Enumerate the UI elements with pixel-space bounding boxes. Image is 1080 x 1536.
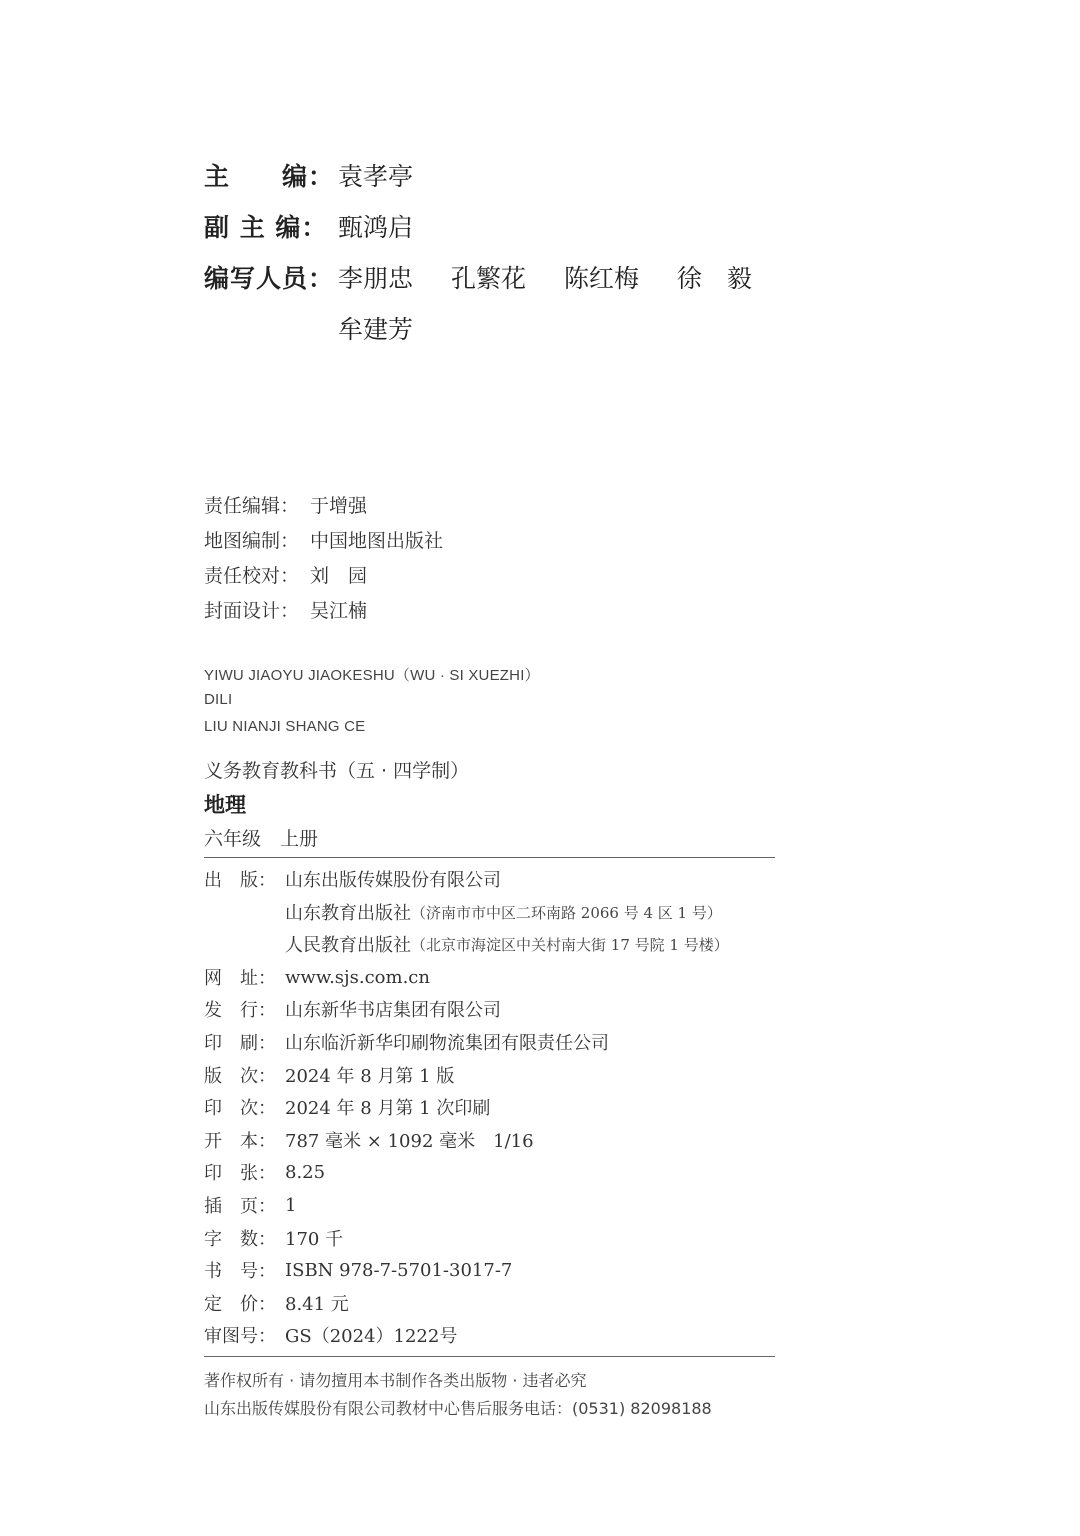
staff-row [204, 596, 367, 623]
staff-value: 吴江楠 [310, 600, 368, 622]
publication-label: 出 版： [204, 870, 276, 891]
publication-value: 8.25 [285, 1161, 326, 1183]
editor-names [338, 310, 443, 346]
publication-value: 山东出版传媒股份有限公司 [285, 870, 501, 891]
editor-name: 牟建芳 [338, 315, 414, 344]
editor-label: 副 主 编： [204, 213, 328, 242]
publication-value: ISBN 978-7-5701-3017-7 [285, 1259, 513, 1281]
publication-row [204, 1094, 490, 1120]
publication-label: 插 页： [204, 1196, 276, 1217]
divider [204, 1356, 775, 1357]
editor-name: 甄鸿启 [338, 213, 414, 242]
staff-label: 封面设计： [204, 600, 300, 622]
staff-row [204, 491, 367, 518]
pinyin-subject: DILI [204, 691, 233, 708]
publication-label: 网 址： [204, 968, 276, 989]
staff-row [204, 526, 443, 553]
editor-row-writers-cont [204, 308, 443, 348]
publication-row [204, 1225, 343, 1251]
publication-label: 版 次： [204, 1066, 276, 1087]
publication-row [204, 1192, 296, 1218]
publication-label: 印 张： [204, 1163, 276, 1184]
staff-value: 刘 园 [310, 565, 368, 587]
editor-name: 李朋忠 [338, 264, 414, 293]
publication-value: 2024 年 8 月第 1 次印刷 [285, 1098, 491, 1119]
publication-label: 审图号： [204, 1326, 276, 1347]
staff-row [204, 561, 367, 588]
publication-row [204, 899, 722, 925]
publication-row [204, 1159, 325, 1185]
staff-label: 责任校对： [204, 565, 300, 587]
publication-label: 发 行： [204, 1000, 276, 1021]
publication-address: （济南市市中区二环南路 2066 号 4 区 1 号） [411, 903, 722, 922]
publication-row [204, 1127, 534, 1153]
publication-address: （北京市海淀区中关村南大街 17 号院 1 号楼） [411, 935, 729, 954]
publication-label: 字 数： [204, 1229, 276, 1250]
staff-label: 地图编制： [204, 530, 300, 552]
publication-label: 定 价： [204, 1294, 276, 1315]
staff-value: 于增强 [310, 495, 368, 517]
publication-row [204, 1322, 457, 1348]
book-subject: 地理 [204, 793, 246, 817]
publication-value: 山东新华书店集团有限公司 [285, 1000, 501, 1021]
editor-names [338, 208, 443, 244]
editor-row-chief [204, 155, 443, 195]
publication-row [204, 1062, 454, 1088]
publication-value: 8.41 元 [285, 1294, 349, 1315]
editor-name: 陈红梅 [563, 264, 639, 293]
publication-value: 山东临沂新华印刷物流集团有限责任公司 [285, 1033, 609, 1054]
editor-names [338, 157, 443, 193]
publication-value: 山东教育出版社 [285, 903, 411, 924]
publication-value: www.sjs.com.cn [285, 966, 430, 988]
editor-name: 孔繁花 [450, 264, 526, 293]
staff-label: 责任编辑： [204, 495, 300, 517]
publication-row [204, 964, 430, 990]
publication-value: 2024 年 8 月第 1 版 [285, 1066, 455, 1087]
publication-row [204, 866, 501, 892]
divider [204, 857, 775, 858]
editor-names [338, 259, 782, 295]
editor-name: 徐 毅 [676, 264, 752, 293]
book-grade: 六年级 上册 [204, 828, 319, 850]
publication-row [204, 996, 501, 1022]
publication-value: GS（2024）1222号 [285, 1326, 458, 1347]
editor-name: 袁孝亭 [338, 162, 414, 191]
publication-label: 印 次： [204, 1098, 276, 1119]
editor-label: 主 编： [204, 162, 335, 191]
pinyin-series: YIWU JIAOYU JIAOKESHU（WU · SI XUEZHI） [204, 667, 540, 684]
publication-row [204, 1029, 609, 1055]
publication-value: 人民教育出版社 [285, 935, 411, 956]
publication-row [204, 1257, 512, 1283]
publication-label: 印 刷： [204, 1033, 276, 1054]
publication-value: 787 毫米 × 1092 毫米 1/16 [285, 1131, 534, 1152]
publication-label: 书 号： [204, 1261, 276, 1282]
book-series: 义务教育教科书（五 · 四学制） [204, 760, 470, 782]
staff-value: 中国地图出版社 [310, 530, 444, 552]
editor-row-writers [204, 257, 782, 297]
publication-row [204, 1290, 349, 1316]
publication-value: 170 千 [285, 1229, 344, 1250]
editor-row-deputy [204, 206, 443, 246]
pinyin-grade: LIU NIANJI SHANG CE [204, 718, 366, 735]
publication-label: 开 本： [204, 1131, 276, 1152]
editor-label: 编写人员： [204, 264, 335, 293]
publication-row [204, 931, 729, 957]
copyright-notice: 著作权所有 · 请勿擅用本书制作各类出版物 · 违者必究 [204, 1371, 587, 1390]
service-phone: 山东出版传媒股份有限公司教材中心售后服务电话：(0531) 82098188 [204, 1399, 712, 1418]
publication-value: 1 [285, 1194, 297, 1216]
